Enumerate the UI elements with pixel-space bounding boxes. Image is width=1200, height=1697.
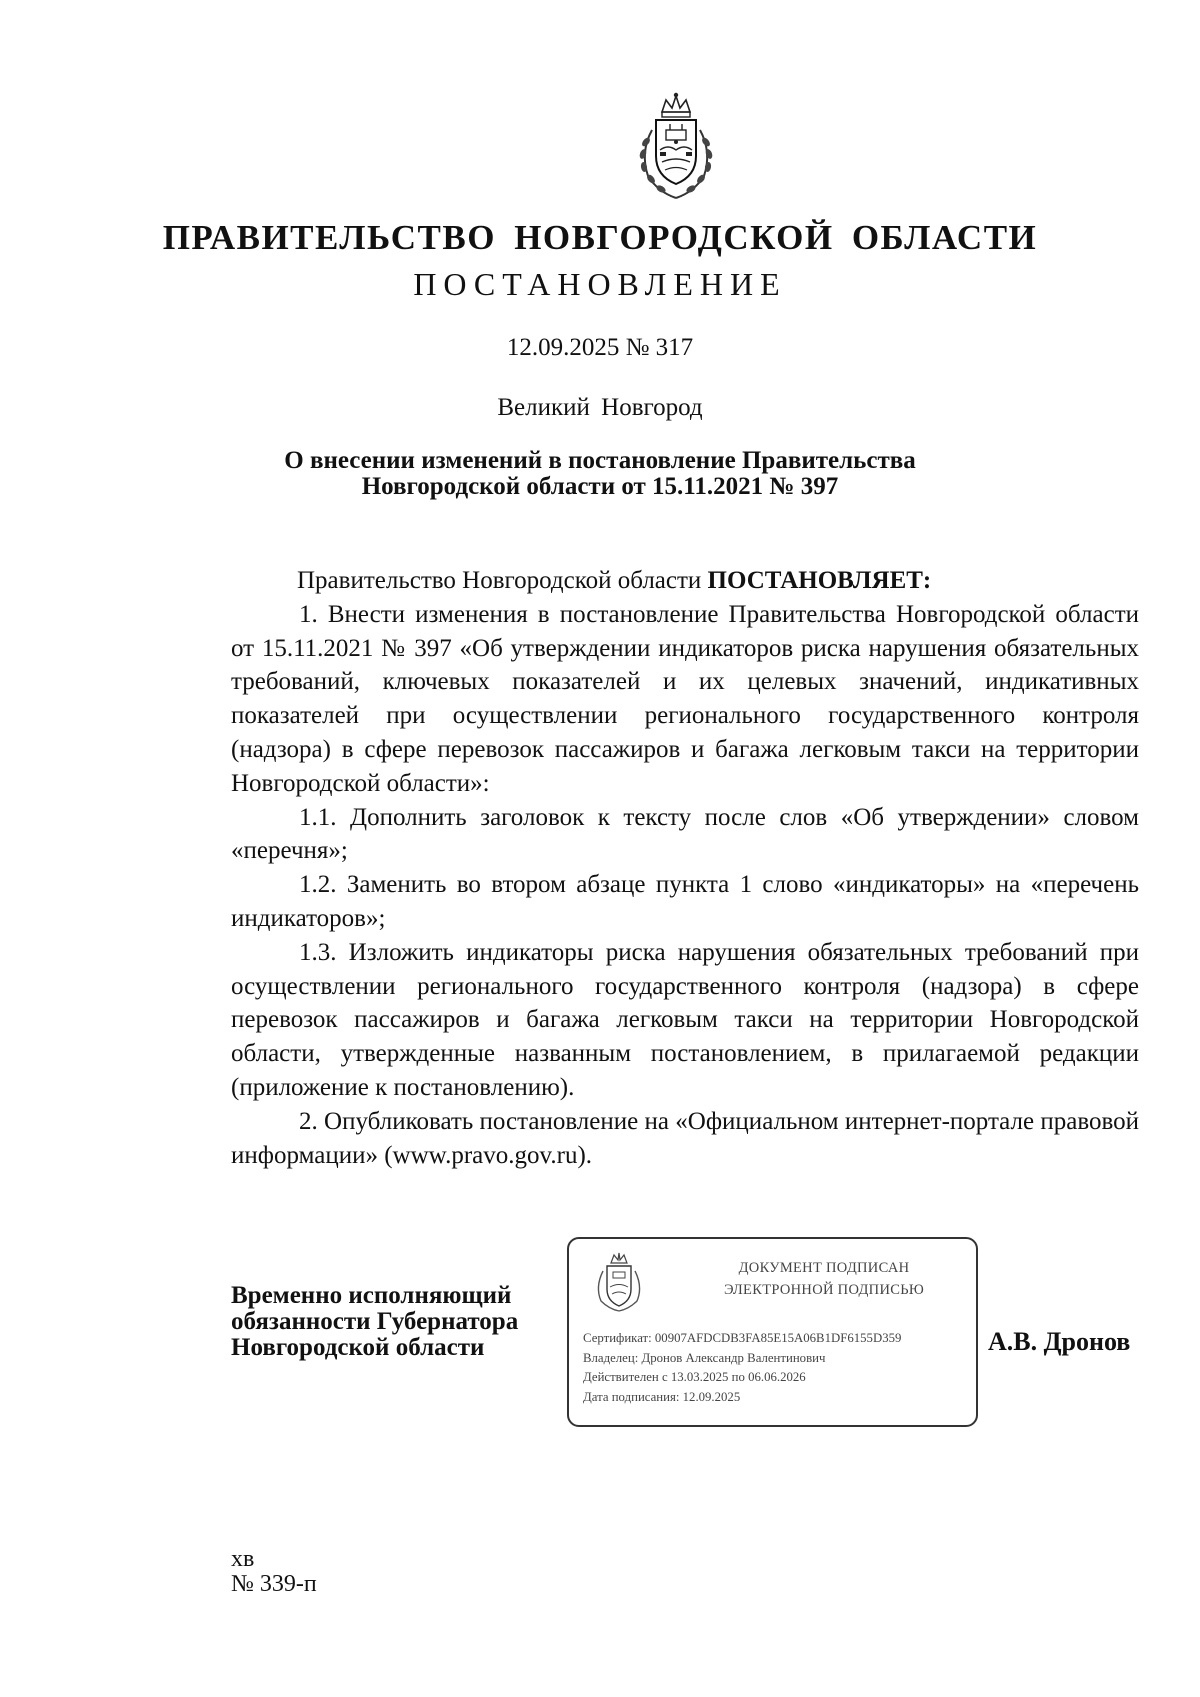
document-date-number: 12.09.2025 № 317	[506, 334, 694, 361]
paragraph-2: 2. Опубликовать постановление на «Официальном интернет-портале правовой информации» (www.pravo.gov.ru).	[231, 1107, 1139, 1169]
signer-position-line-3: Новгородской области	[231, 1334, 485, 1361]
document-type: ПОСТАНОВЛЕНИЕ	[413, 266, 787, 302]
signer-position-line-2: обязанности Губернатора	[231, 1308, 519, 1335]
signer-name: А.В. Дронов	[988, 1327, 1131, 1356]
paragraph-1-1: 1.1. Дополнить заголовок к тексту после слов «Об утверждении» словом «перечня»;	[231, 803, 1139, 865]
document-footer	[231, 1547, 317, 1597]
signer-position-line-1: Временно исполняющий	[231, 1282, 512, 1309]
lead-keyword: ПОСТАНОВЛЯЕТ:	[707, 567, 932, 594]
executor-initials: хв	[231, 1546, 255, 1572]
subject-line-2: Новгородской области от 15.11.2021 № 397	[361, 473, 839, 500]
electronic-signature-stamp	[567, 1237, 978, 1427]
document-subject	[0, 448, 1200, 500]
subject-line-1: О внесении изменений в постановление Правительства	[284, 447, 916, 474]
paragraph-1-2: 1.2. Заменить во втором абзаце пункта 1 слово «индикаторы» на «перечень индикаторов»;	[231, 871, 1139, 932]
document-body	[231, 564, 1139, 1172]
paragraph-1-3: 1.3. Изложить индикаторы риска нарушения обязательных требований при осуществлении регионального государственного контроля (надзора) в сфере перевозок пассажиров и багажа легковым такси на территории Новгородской области, утвержденные названным постановлением, в прилагаемой редакции (приложение к постановлению).	[231, 938, 1139, 1101]
lead-text: Правительство Новгородской области	[297, 567, 708, 594]
stamp-owner: Владелец: Дронов Александр Валентинович	[583, 1350, 826, 1365]
stamp-title-line-2: ЭЛЕКТРОННОЙ ПОДПИСЬЮ	[723, 1282, 925, 1298]
resolution-lead	[231, 564, 1139, 598]
stamp-certificate: Сертификат: 00907AFDCDB3FA85E15A06B1DF6155D359	[583, 1331, 902, 1345]
stamp-coat-of-arms-icon	[591, 1251, 647, 1313]
stamp-details	[583, 1329, 978, 1407]
coat-of-arms-icon	[632, 90, 720, 202]
stamp-signed-date: Дата подписания: 12.09.2025	[583, 1389, 741, 1404]
stamp-title	[679, 1257, 969, 1301]
registration-number: № 339-п	[231, 1571, 317, 1597]
document-city: Великий Новгород	[497, 394, 703, 421]
government-title: ПРАВИТЕЛЬСТВО НОВГОРОДСКОЙ ОБЛАСТИ	[162, 218, 1038, 257]
signer-position	[231, 1283, 561, 1361]
stamp-validity: Действителен с 13.03.2025 по 06.06.2026	[583, 1370, 806, 1384]
paragraph-1: 1. Внести изменения в постановление Правительства Новгородской области от 15.11.2021 № 397 «Об утверждении индикаторов риска нарушения обязательных требований, ключевых показателей и их целевых значений, индикативных показателей при осуществлении регионального государственного контроля (надзора) в сфере перевозок пассажиров и багажа легковым такси на территории Новгородской области»:	[231, 600, 1139, 797]
stamp-title-line-1: ДОКУМЕНТ ПОДПИСАН	[738, 1260, 910, 1276]
